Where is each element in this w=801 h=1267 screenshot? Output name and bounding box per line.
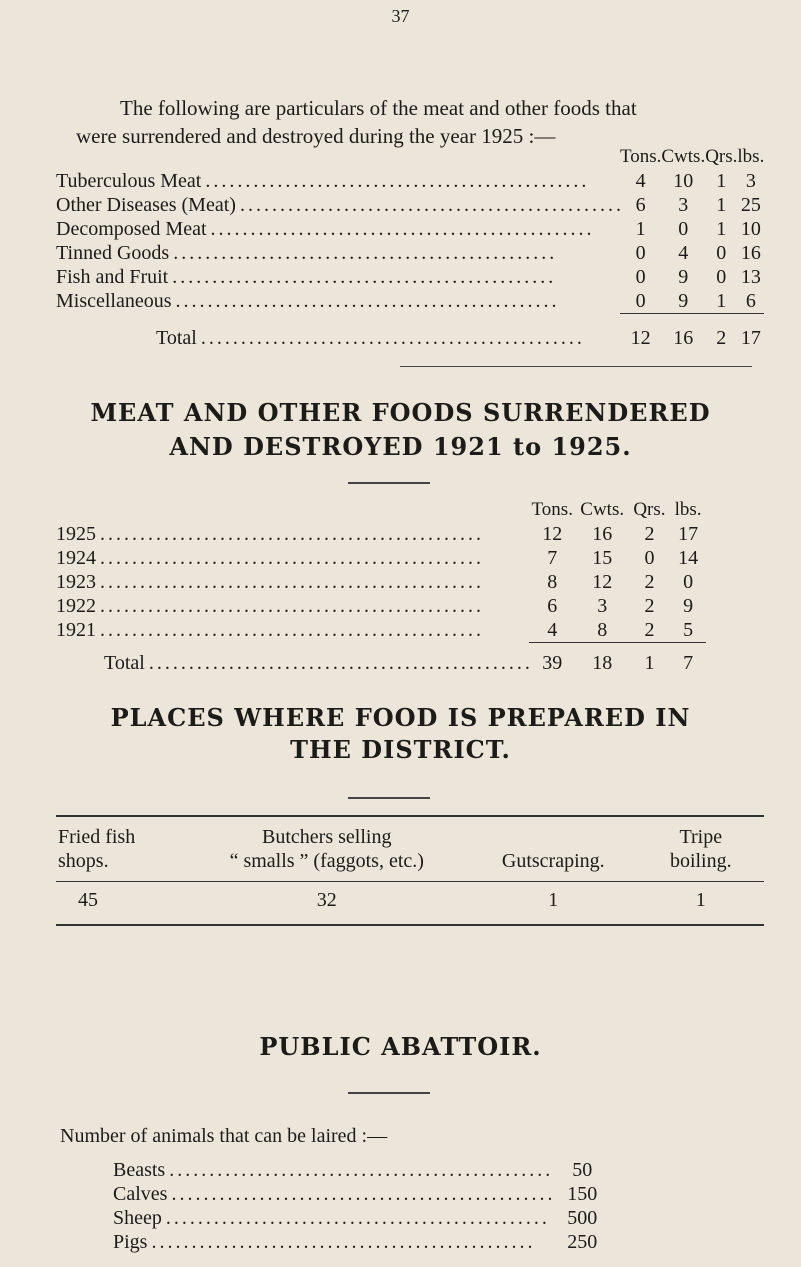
cell: 50 [572, 1159, 593, 1181]
row-label: 1925 . . . [56, 522, 529, 546]
cell: 39 [529, 643, 576, 676]
places-table [56, 815, 764, 926]
cell: 1 [716, 170, 727, 192]
page-number: 37 [391, 6, 410, 26]
column-header-fried-fish: Fried fish shops. [56, 816, 185, 882]
cell: 0 [644, 547, 655, 569]
cell: 7 [670, 643, 706, 676]
column-header-tons: Tons. [619, 146, 662, 167]
total-label: Total . . . [56, 314, 620, 351]
cell: 17 [737, 314, 764, 351]
row-label: 1924 . . . [56, 546, 529, 570]
column-header-qrs: Qrs. [633, 499, 666, 520]
cell: 8 [597, 619, 608, 641]
row-label: 1922 . . . [56, 594, 529, 618]
intro-line-1: The following are particulars of the meat and other foods that [120, 96, 637, 120]
column-header-lbs: lbs. [737, 146, 765, 167]
row-label: Sheep . . . [113, 1206, 551, 1230]
table-row [56, 289, 764, 314]
cell: 16 [592, 523, 613, 545]
row-label: Miscellaneous . . . [56, 289, 620, 314]
table-total-row [56, 314, 764, 351]
cell: 150 [567, 1183, 598, 1205]
cell: 13 [740, 266, 761, 288]
cell: 5 [683, 619, 694, 641]
table-row [113, 1158, 613, 1182]
cell: 25 [740, 194, 761, 216]
cell: 250 [567, 1231, 598, 1253]
column-header-cwts: Cwts. [661, 146, 706, 167]
intro-paragraph [76, 94, 766, 150]
cell: 4 [547, 619, 558, 641]
divider [348, 1092, 430, 1094]
row-label: 1923 . . . [56, 570, 529, 594]
cell: 10 [673, 170, 694, 192]
cell: 0 [635, 266, 646, 288]
foods-1925-table [56, 145, 764, 350]
row-label: Other Diseases (Meat) . . . [56, 193, 620, 217]
cell: 1 [629, 643, 670, 676]
cell: 4 [678, 242, 689, 264]
table-row [56, 169, 764, 193]
cell: 6 [745, 290, 756, 312]
column-header-qrs: Qrs. [705, 146, 738, 167]
laired-intro: Number of animals that can be laired :— [60, 1125, 388, 1147]
cell: 0 [716, 266, 727, 288]
column-header-cwts: Cwts. [580, 499, 625, 520]
cell: 10 [740, 218, 761, 240]
cell: 45 [78, 889, 98, 911]
table-total-row [56, 643, 706, 676]
places-heading-line-2: THE DISTRICT. [290, 735, 511, 764]
cell: 1 [716, 218, 727, 240]
cell: 9 [678, 290, 689, 312]
cell: 500 [567, 1207, 598, 1229]
cell: 1 [548, 889, 559, 911]
cell: 2 [705, 314, 737, 351]
cell: 15 [592, 547, 613, 569]
column-header-tons: Tons. [531, 499, 573, 520]
table-header-row [56, 816, 764, 882]
cell: 16 [661, 314, 705, 351]
cell: 0 [683, 571, 694, 593]
row-label: Fish and Fruit . . . [56, 265, 620, 289]
cell: 12 [620, 314, 661, 351]
cell: 6 [547, 595, 558, 617]
cell: 2 [644, 571, 655, 593]
cell: 14 [678, 547, 699, 569]
places-heading-line-1: PLACES WHERE FOOD IS PREPARED IN [110, 703, 691, 732]
table-row [56, 193, 764, 217]
cell: 1 [716, 290, 727, 312]
cell: 3 [745, 170, 756, 192]
column-header-lbs: lbs. [674, 499, 702, 520]
cell: 8 [547, 571, 558, 593]
column-header-gutscraping: Gutscraping. [469, 816, 638, 882]
cell: 0 [716, 242, 727, 264]
cell: 2 [644, 523, 655, 545]
cell: 1 [695, 889, 706, 911]
column-header-tripe-boiling: Tripe boiling. [638, 816, 764, 882]
row-label: 1921 . . . [56, 618, 529, 643]
total-label: Total . . . [56, 643, 529, 676]
table-row [113, 1206, 613, 1230]
summary-table [56, 498, 706, 675]
table-row [56, 546, 706, 570]
column-header-butchers: Butchers selling “ smalls ” (faggots, etc.) [185, 816, 469, 882]
cell: 4 [635, 170, 646, 192]
table-row [56, 594, 706, 618]
row-label: Tuberculous Meat . . . [56, 169, 620, 193]
cell: 16 [740, 242, 761, 264]
table-header-row [56, 498, 706, 522]
table-row [56, 241, 764, 265]
cell: 3 [597, 595, 608, 617]
cell: 12 [592, 571, 613, 593]
cell: 2 [644, 595, 655, 617]
cell: 18 [576, 643, 629, 676]
cell: 17 [678, 523, 699, 545]
cell: 12 [542, 523, 563, 545]
row-label: Decomposed Meat . . . [56, 217, 620, 241]
table-row [56, 618, 706, 643]
laired-table [113, 1158, 613, 1254]
table-row [56, 522, 706, 546]
row-label: Calves . . . [113, 1182, 551, 1206]
row-label: Pigs . . . [113, 1230, 551, 1254]
divider [400, 366, 752, 367]
cell: 0 [635, 242, 646, 264]
cell: 3 [678, 194, 689, 216]
table-row [56, 882, 764, 926]
cell: 2 [644, 619, 655, 641]
cell: 0 [678, 218, 689, 240]
cell: 7 [547, 547, 558, 569]
row-label: Tinned Goods . . . [56, 241, 620, 265]
table-row [113, 1182, 613, 1206]
table-row [56, 570, 706, 594]
intro-line-2: were surrendered and destroyed during the year 1925 :— [76, 124, 556, 148]
table-row [56, 265, 764, 289]
cell: 9 [678, 266, 689, 288]
row-label: Beasts . . . [113, 1158, 551, 1182]
cell: 32 [316, 889, 337, 911]
cell: 0 [635, 290, 646, 312]
cell: 9 [683, 595, 694, 617]
abattoir-heading: PUBLIC ABATTOIR. [259, 1032, 542, 1061]
table-header-row [56, 145, 764, 169]
cell: 1 [716, 194, 727, 216]
divider [348, 797, 430, 799]
summary-heading-line-2: AND DESTROYED 1921 to 1925. [169, 432, 632, 461]
summary-heading-line-1: MEAT AND OTHER FOODS SURRENDERED [90, 398, 711, 427]
cell: 6 [635, 194, 646, 216]
table-row [56, 217, 764, 241]
table-row [113, 1230, 613, 1254]
divider [348, 482, 430, 484]
cell: 1 [635, 218, 646, 240]
